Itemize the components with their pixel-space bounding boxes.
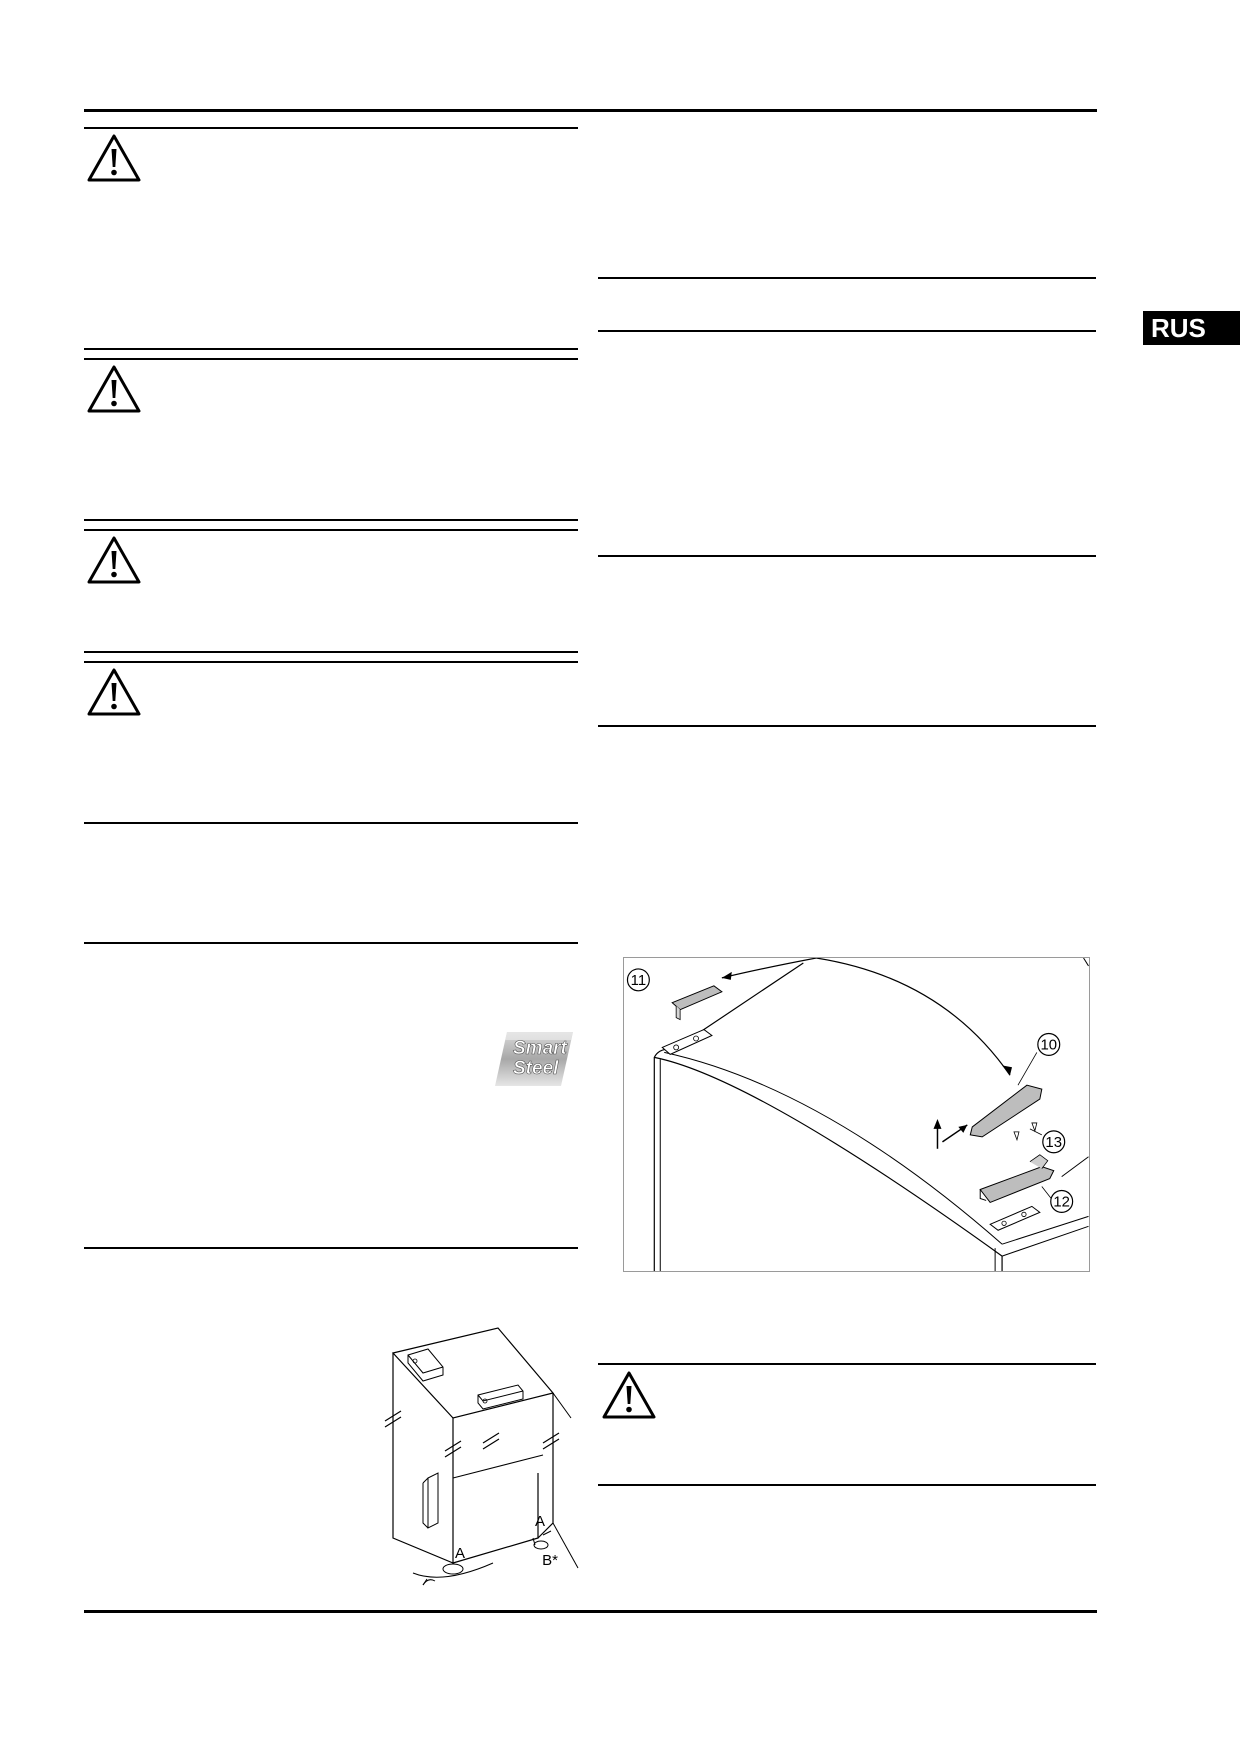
callout-12 xyxy=(1051,1191,1073,1213)
section-rule xyxy=(598,725,1096,727)
section-rule xyxy=(84,127,578,129)
language-tab: RUS xyxy=(1143,311,1240,345)
section-rule xyxy=(84,942,578,944)
section-rule xyxy=(84,651,578,653)
section-rule xyxy=(84,822,578,824)
svg-text:12: 12 xyxy=(1053,1194,1070,1211)
section-rule xyxy=(84,358,578,360)
section-rule xyxy=(598,1363,1096,1365)
section-rule xyxy=(84,529,578,531)
hinge-diagram xyxy=(623,957,1090,1272)
logo-text-line1: Smart xyxy=(513,1038,567,1059)
foot-label-a-right: A xyxy=(534,1513,546,1530)
foot-label-b: B* xyxy=(542,1552,558,1569)
section-rule xyxy=(84,661,578,663)
logo-text-line2: Steel xyxy=(513,1058,559,1079)
top-rule xyxy=(84,109,1097,112)
svg-text:10: 10 xyxy=(1040,1037,1058,1054)
callout-11 xyxy=(627,969,649,991)
svg-text:13: 13 xyxy=(1045,1134,1063,1151)
section-rule xyxy=(84,1247,578,1249)
warning-triangle-icon xyxy=(601,1370,657,1420)
smart-steel-logo xyxy=(493,1030,575,1088)
svg-text:11: 11 xyxy=(630,972,647,989)
callout-10 xyxy=(1038,1034,1060,1056)
section-rule xyxy=(84,348,578,350)
warning-triangle-icon xyxy=(86,133,142,183)
section-rule xyxy=(598,555,1096,557)
warning-triangle-icon xyxy=(86,667,142,717)
cabinet-leveling-diagram xyxy=(383,1323,583,1593)
callout-13 xyxy=(1043,1131,1065,1153)
warning-triangle-icon xyxy=(86,364,142,414)
section-rule xyxy=(84,519,578,521)
section-rule xyxy=(598,330,1096,332)
section-rule xyxy=(598,1484,1096,1486)
warning-triangle-icon xyxy=(86,535,142,585)
bottom-rule xyxy=(84,1610,1097,1613)
section-rule xyxy=(598,277,1096,279)
foot-label-a-left: A xyxy=(454,1545,466,1562)
